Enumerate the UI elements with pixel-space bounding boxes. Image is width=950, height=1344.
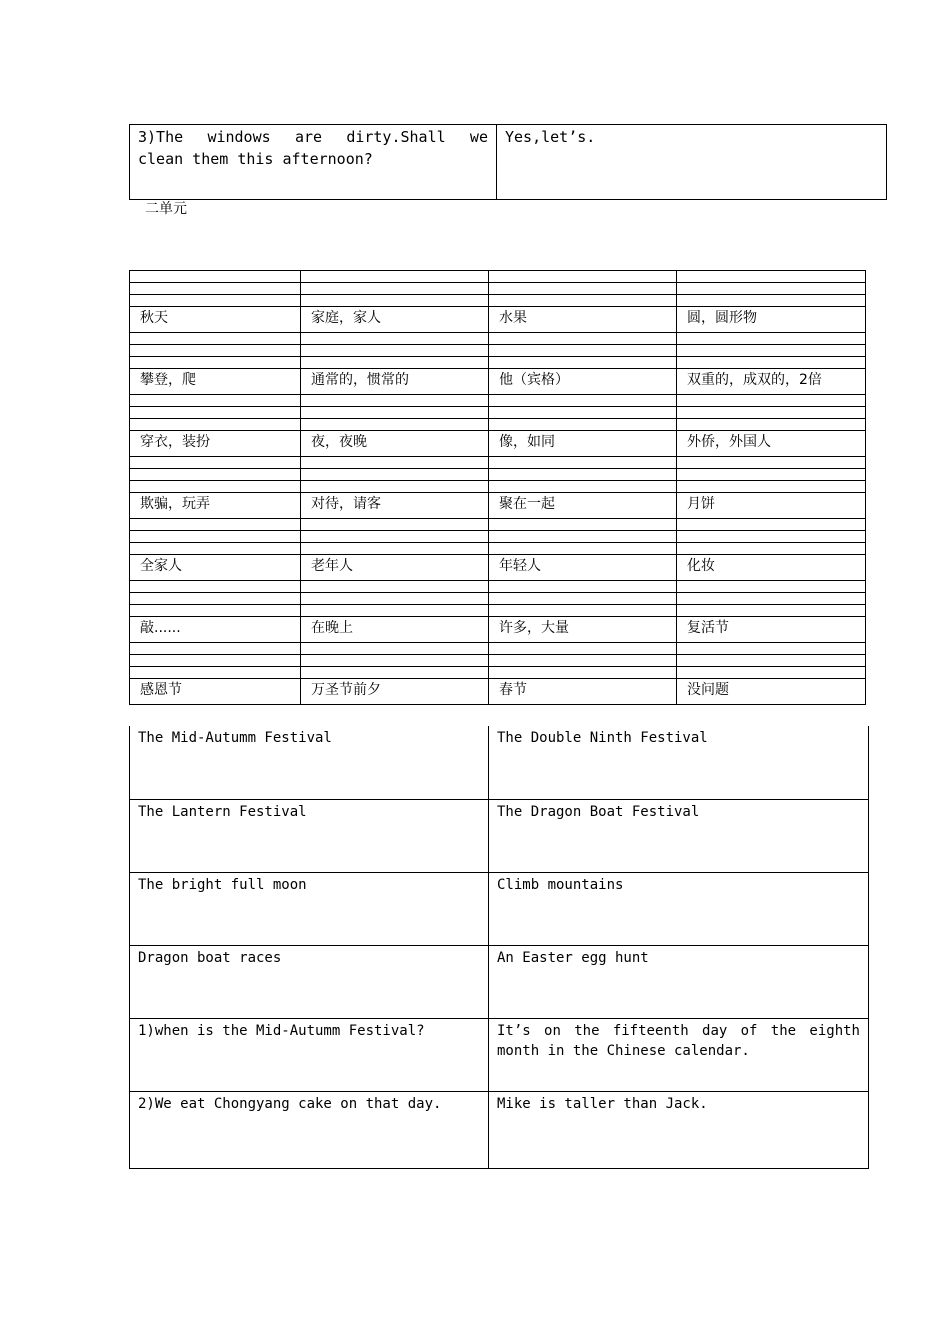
blank-cell: [677, 481, 866, 493]
blank-cell: [489, 457, 677, 469]
blank-row: [130, 271, 866, 283]
phrase-row: [130, 1091, 869, 1168]
blank-cell: [677, 283, 866, 295]
blank-row: [130, 655, 866, 667]
blank-cell: [677, 333, 866, 345]
vocab-cell: 许多，大量: [489, 617, 677, 643]
blank-cell: [301, 543, 489, 555]
blank-cell: [301, 419, 489, 431]
blank-cell: [677, 581, 866, 593]
blank-cell: [130, 667, 301, 679]
phrase-row: [130, 1018, 869, 1091]
phrase-cell-left: 1)when is the Mid-Autumm Festival?: [130, 1018, 489, 1091]
vocab-cell: 在晚上: [301, 617, 489, 643]
blank-cell: [301, 295, 489, 307]
blank-cell: [130, 419, 301, 431]
blank-cell: [301, 333, 489, 345]
vocab-cell: 像，如同: [489, 431, 677, 457]
phrase-row: [130, 799, 869, 872]
vocab-cell: 夜，夜晚: [301, 431, 489, 457]
phrase-row: [130, 726, 869, 799]
vocab-cell: 他（宾格）: [489, 369, 677, 395]
blank-cell: [489, 333, 677, 345]
blank-cell: [489, 395, 677, 407]
vocab-cell: 老年人: [301, 555, 489, 581]
phrase-cell-left: 2)We eat Chongyang cake on that day.: [130, 1091, 489, 1168]
blank-cell: [677, 531, 866, 543]
blank-cell: [301, 469, 489, 481]
blank-cell: [489, 419, 677, 431]
phrase-cell-right: An Easter egg hunt: [489, 945, 869, 1018]
blank-cell: [301, 643, 489, 655]
vocab-cell: 感恩节: [130, 679, 301, 705]
blank-row: [130, 395, 866, 407]
vocab-cell: 万圣节前夕: [301, 679, 489, 705]
phrase-cell-right: The Dragon Boat Festival: [489, 799, 869, 872]
blank-cell: [301, 655, 489, 667]
blank-cell: [130, 531, 301, 543]
blank-row: [130, 295, 866, 307]
vocab-cell: 化妆: [677, 555, 866, 581]
vocab-cell: 复活节: [677, 617, 866, 643]
blank-cell: [301, 457, 489, 469]
phrase-cell-left: The bright full moon: [130, 872, 489, 945]
blank-row: [130, 357, 866, 369]
vocab-cell: 通常的，惯常的: [301, 369, 489, 395]
vocab-cell: 春节: [489, 679, 677, 705]
blank-cell: [130, 655, 301, 667]
blank-cell: [301, 407, 489, 419]
vocab-cell: 外侨，外国人: [677, 431, 866, 457]
blank-cell: [301, 481, 489, 493]
blank-cell: [489, 357, 677, 369]
phrase-cell-right: The Double Ninth Festival: [489, 726, 869, 799]
blank-cell: [677, 655, 866, 667]
phrase-cell-right: It’s on the fifteenth day of the eighth month in the Chinese calendar.: [489, 1018, 869, 1091]
blank-cell: [130, 295, 301, 307]
vocab-cell: 攀登，爬: [130, 369, 301, 395]
phrase-table: [129, 726, 869, 1169]
blank-row: [130, 345, 866, 357]
blank-cell: [130, 345, 301, 357]
blank-row: [130, 419, 866, 431]
vocab-cell: 秋天: [130, 307, 301, 333]
blank-cell: [301, 357, 489, 369]
blank-cell: [489, 605, 677, 617]
blank-row: [130, 457, 866, 469]
vocab-cell: 欺骗，玩弄: [130, 493, 301, 519]
blank-cell: [301, 667, 489, 679]
vocab-row: [130, 431, 866, 457]
answer-cell: Yes,let’s.: [505, 128, 596, 146]
vocab-row: [130, 617, 866, 643]
blank-cell: [489, 667, 677, 679]
blank-cell: [301, 395, 489, 407]
blank-row: [130, 481, 866, 493]
blank-row: [130, 667, 866, 679]
blank-cell: [130, 407, 301, 419]
phrase-cell-left: The Mid-Autumm Festival: [130, 726, 489, 799]
blank-row: [130, 519, 866, 531]
phrase-cell-left: The Lantern Festival: [130, 799, 489, 872]
phrase-cell-right: Climb mountains: [489, 872, 869, 945]
blank-cell: [301, 283, 489, 295]
blank-cell: [301, 593, 489, 605]
blank-cell: [677, 593, 866, 605]
blank-row: [130, 469, 866, 481]
vocab-cell: 聚在一起: [489, 493, 677, 519]
blank-row: [130, 593, 866, 605]
blank-cell: [489, 581, 677, 593]
blank-cell: [677, 295, 866, 307]
blank-cell: [677, 643, 866, 655]
vocab-cell: 家庭，家人: [301, 307, 489, 333]
vocab-cell: 全家人: [130, 555, 301, 581]
blank-cell: [130, 333, 301, 345]
blank-cell: [677, 667, 866, 679]
phrase-cell-left: Dragon boat races: [130, 945, 489, 1018]
vocab-row: [130, 307, 866, 333]
vocab-row: [130, 493, 866, 519]
blank-cell: [677, 457, 866, 469]
blank-cell: [489, 593, 677, 605]
blank-cell: [130, 395, 301, 407]
blank-cell: [489, 481, 677, 493]
vocab-row: [130, 679, 866, 705]
blank-cell: [677, 519, 866, 531]
blank-cell: [677, 357, 866, 369]
blank-row: [130, 543, 866, 555]
blank-cell: [489, 469, 677, 481]
blank-cell: [130, 643, 301, 655]
blank-row: [130, 605, 866, 617]
blank-cell: [677, 543, 866, 555]
blank-row: [130, 581, 866, 593]
unit-heading: 二单元: [145, 201, 187, 217]
blank-cell: [130, 605, 301, 617]
vocab-cell: 没问题: [677, 679, 866, 705]
blank-cell: [301, 581, 489, 593]
blank-cell: [130, 283, 301, 295]
blank-cell: [677, 407, 866, 419]
blank-row: [130, 531, 866, 543]
blank-cell: [489, 643, 677, 655]
blank-cell: [130, 581, 301, 593]
phrase-row: [130, 872, 869, 945]
blank-cell: [301, 605, 489, 617]
blank-cell: [677, 419, 866, 431]
blank-cell: [489, 345, 677, 357]
vocab-cell: 圆，圆形物: [677, 307, 866, 333]
blank-cell: [130, 469, 301, 481]
blank-cell: [489, 283, 677, 295]
blank-cell: [301, 271, 489, 283]
vocabulary-table: [129, 270, 866, 705]
vocab-row: [130, 369, 866, 395]
blank-row: [130, 407, 866, 419]
blank-cell: [301, 519, 489, 531]
blank-cell: [489, 531, 677, 543]
blank-cell: [489, 519, 677, 531]
blank-cell: [677, 395, 866, 407]
blank-row: [130, 333, 866, 345]
blank-cell: [301, 345, 489, 357]
blank-cell: [130, 357, 301, 369]
blank-cell: [130, 543, 301, 555]
blank-cell: [489, 295, 677, 307]
blank-cell: [489, 407, 677, 419]
blank-cell: [677, 605, 866, 617]
blank-cell: [489, 543, 677, 555]
sentence-table-top: [129, 124, 887, 200]
blank-cell: [130, 593, 301, 605]
blank-row: [130, 643, 866, 655]
vocab-row: [130, 555, 866, 581]
blank-cell: [677, 271, 866, 283]
blank-cell: [301, 531, 489, 543]
blank-cell: [677, 345, 866, 357]
blank-cell: [677, 469, 866, 481]
blank-cell: [489, 271, 677, 283]
vocab-cell: 水果: [489, 307, 677, 333]
vocab-cell: 穿衣，装扮: [130, 431, 301, 457]
blank-cell: [130, 271, 301, 283]
vocab-cell: 对待，请客: [301, 493, 489, 519]
phrase-cell-right: Mike is taller than Jack.: [489, 1091, 869, 1168]
blank-cell: [130, 481, 301, 493]
vocab-cell: 月饼: [677, 493, 866, 519]
vocab-cell: 敲......: [130, 617, 301, 643]
vocab-cell: 双重的，成双的，2倍: [677, 369, 866, 395]
question-cell: 3)The windows are dirty.Shall we clean them this afternoon?: [130, 125, 497, 199]
blank-cell: [130, 519, 301, 531]
phrase-row: [130, 945, 869, 1018]
vocab-cell: 年轻人: [489, 555, 677, 581]
blank-cell: [489, 655, 677, 667]
blank-row: [130, 283, 866, 295]
blank-cell: [130, 457, 301, 469]
